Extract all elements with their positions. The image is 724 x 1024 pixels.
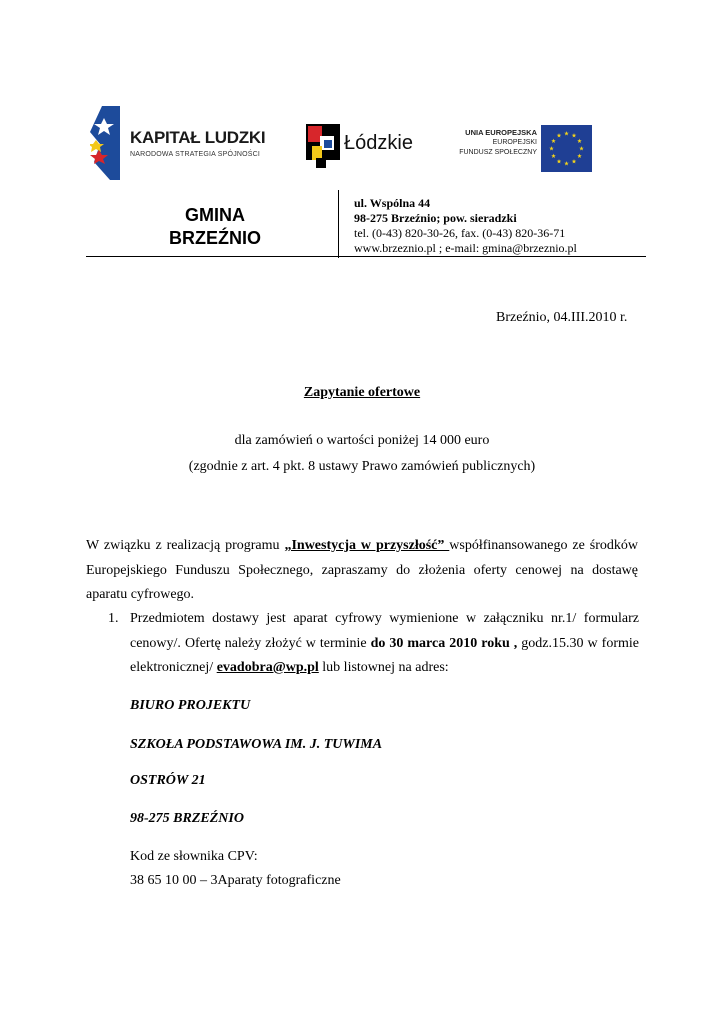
lodzkie-name: Łódzkie: [344, 132, 413, 154]
eu-logo-text: [455, 128, 537, 158]
kapital-ludzki-emblem: [90, 106, 126, 180]
date-line: Brzeźnio, 04.III.2010 r.: [496, 310, 628, 325]
address-line-1: BIURO PROJEKTU: [130, 698, 251, 713]
gmina-name: [150, 204, 280, 250]
intro-text-after: współfinansowanego ze środków Europejskiego Funduszu Społecznego, zapraszamy do złożenia oferty cenowej na dostawę aparatu cyfrowego.: [86, 538, 638, 602]
intro-text-before: W związku z realizacją programu: [86, 538, 285, 553]
letterhead-address: [354, 196, 577, 256]
kapital-ludzki-logo: [90, 106, 280, 182]
item-1-text: [130, 607, 639, 681]
address-web-email: www.brzeznio.pl ; e-mail: gmina@brzeznio.pl: [354, 241, 577, 255]
eu-line1: UNIA EUROPEJSKA: [465, 128, 537, 137]
program-name: „Inwestycja w przyszłość”: [284, 538, 450, 553]
deadline: do 30 marca 2010 roku ,: [370, 635, 518, 651]
cpv-label: Kod ze słownika CPV:: [130, 849, 258, 864]
lodzkie-emblem: [306, 122, 340, 170]
address-line-3: OSTRÓW 21: [130, 773, 206, 788]
address-line-4: 98-275 BRZEŹNIO: [130, 811, 244, 826]
eu-line3: FUNDUSZ SPOŁECZNY: [459, 149, 537, 156]
header-vertical-divider: [338, 190, 339, 258]
subject-subtitle-2: (zgodnie z art. 4 pkt. 8 ustawy Prawo zamówień publicznych): [188, 459, 536, 474]
gmina-name-line2: BRZEŹNIO: [169, 228, 261, 248]
address-street: ul. Wspólna 44: [354, 196, 431, 210]
item-text-c: lub listownej na adres:: [318, 660, 449, 675]
address-line-2: SZKOŁA PODSTAWOWA IM. J. TUWIMA: [130, 737, 383, 752]
item-text-a: Przedmiotem dostawy jest aparat cyfrowy wymienione w załączniku nr.1/ formularz cenowy/. Ofertę należy złożyć w terminie: [130, 611, 639, 651]
header-horizontal-divider: [86, 256, 646, 257]
address-city: 98-275 Brzeźnio; pow. sieradzki: [354, 211, 517, 225]
lodzkie-logo: [306, 122, 416, 170]
eu-flag-icon: [541, 125, 592, 172]
document-subject: Zapytanie ofertowe: [303, 385, 421, 400]
gmina-name-line1: GMINA: [185, 205, 245, 225]
subject-subtitle-1: dla zamówień o wartości poniżej 14 000 euro: [234, 433, 490, 448]
email-link[interactable]: evadobra@wp.pl: [216, 660, 319, 675]
intro-paragraph: [86, 534, 638, 608]
eu-line2: EUROPEJSKI: [492, 139, 537, 146]
item-number: 1.: [108, 611, 119, 626]
kapital-ludzki-title: KAPITAŁ LUDZKI: [130, 128, 266, 147]
item-text-b: godz.15.30 w formie elektronicznej/: [130, 635, 639, 675]
kapital-ludzki-subtitle: NARODOWA STRATEGIA SPÓJNOŚCI: [130, 151, 261, 158]
address-phone: tel. (0-43) 820-30-26, fax. (0-43) 820-36-71: [354, 226, 566, 240]
cpv-code: 38 65 10 00 – 3Aparaty fotograficzne: [130, 873, 341, 888]
